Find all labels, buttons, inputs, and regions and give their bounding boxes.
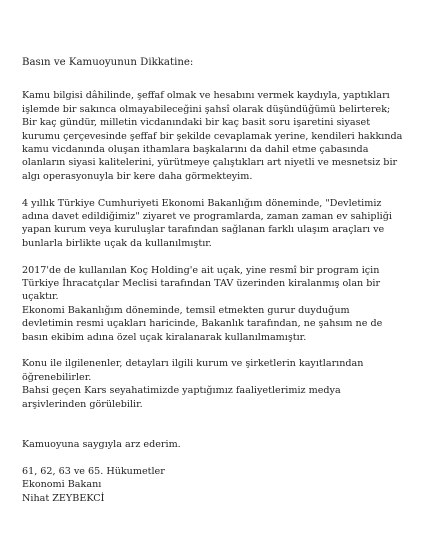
text-line: arşivlerinden görülebilir.	[22, 398, 143, 410]
text-line: kurumu çerçevesinde şeffaf bir şekilde cevaplamak yerine, kendileri hakkında	[22, 130, 403, 142]
signature-government: 61, 62, 63 ve 65. Hükumetler	[22, 465, 165, 477]
text-line: kamu vicdanında oluşan ithamlara başkalarını da dahil etme çabasında	[22, 144, 369, 156]
text-line: algı operasyonuyla bir kere daha görmekteyim.	[22, 170, 253, 182]
text-line: öğrenebilirler.	[22, 371, 92, 383]
text-line: Ekonomi Bakanlığım döneminde, temsil etmekten gurur duyduğum	[22, 304, 350, 316]
paragraph-3	[22, 264, 422, 344]
text-line: Bir kaç gündür, milletin vicdanındaki bir kaç basit soru işaretini siyaset	[22, 117, 371, 129]
text-line: 2017'de de kullanılan Koç Holding'e ait uçak, yine resmî bir program için	[22, 264, 380, 276]
paragraph-2	[22, 197, 422, 251]
text-line: uçaktır.	[22, 291, 59, 303]
paragraph-4	[22, 357, 422, 411]
text-line: Bahsi geçen Kars seyahatimizde yaptığımız faaliyetlerimiz medya	[22, 385, 341, 397]
text-line: Türkiye İhracatçılar Meclisi tarafından TAV üzerinden kiralanmış olan bir	[22, 278, 381, 290]
signature-name: Nihat ZEYBEKCİ	[22, 492, 105, 504]
signature-block	[22, 465, 422, 505]
paragraph-1	[22, 89, 422, 183]
signature-title: Ekonomi Bakanı	[22, 479, 102, 491]
text-line: devletimin resmi uçakları haricinde, Bakanlık tarafından, ne şahsım ne de	[22, 318, 383, 330]
text-line: Kamu bilgisi dâhilinde, şeffaf olmak ve hesabını vermek kaydıyla, yaptıkları	[22, 90, 390, 102]
text-line: 4 yıllık Türkiye Cumhuriyeti Ekonomi Bakanlığım döneminde, "Devletimiz	[22, 197, 382, 209]
statement-heading: Basın ve Kamuoyunun Dikkatine:	[22, 57, 194, 68]
text-line: Konu ile ilgilenenler, detayları ilgili kurum ve şirketlerin kayıtlarından	[22, 358, 364, 370]
text-line: basın ekibim adına özel uçak kiralanarak kullanılmamıştır.	[22, 331, 307, 343]
text-line: adına davet edildiğimiz" ziyaret ve programlarda, zaman zaman ev sahipliği	[22, 211, 392, 223]
text-line: yapan kurum veya kuruluşlar tarafından sağlanan farklı ulaşım araçları ve	[22, 224, 385, 236]
closing-line: Kamuoyuna saygıyla arz ederim.	[22, 438, 181, 450]
text-line: işlemde bir sakınca olmayabileceğini şahsî olarak düşündüğümü belirterek;	[22, 103, 391, 115]
press-statement	[22, 56, 422, 505]
text-line: olanların siyasi kalitelerini, yürütmeye çalıştıkları art niyetli ve mesnetsiz bir	[22, 157, 398, 169]
text-line: bunlarla birlikte uçak da kullanılmıştır.	[22, 237, 212, 249]
